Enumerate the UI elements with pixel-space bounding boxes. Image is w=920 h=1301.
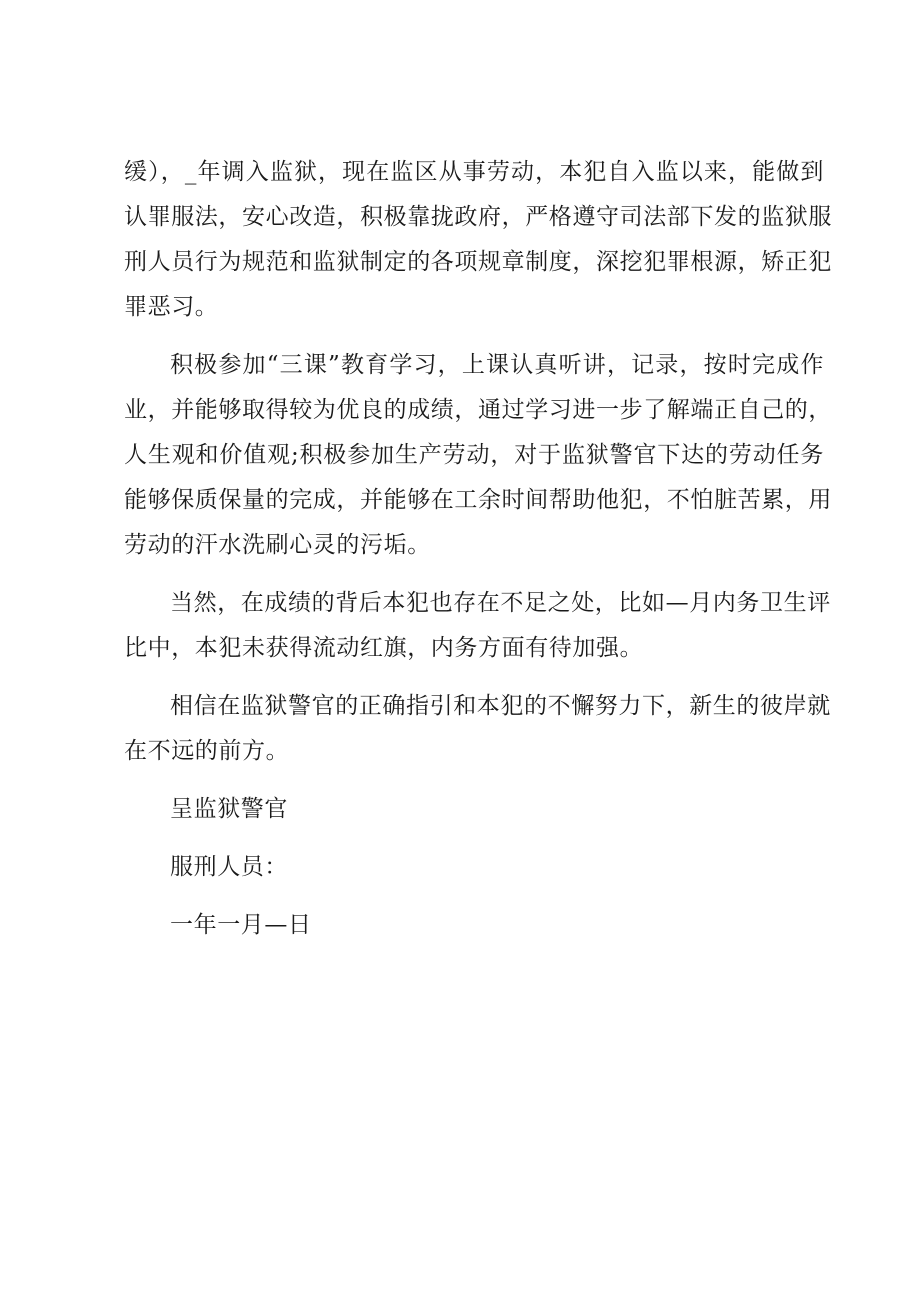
paragraph-3	[124, 581, 831, 671]
paragraph-line: 缓），_年调入监狱，现在监区从事劳动，本犯自入监以来，能做到	[124, 159, 824, 185]
paragraph-line: 认罪服法，安心改造，积极靠拢政府，严格遵守司法部下发的监狱服	[124, 204, 832, 230]
paragraph-1	[124, 150, 832, 330]
paragraph-line: 罪恶习。	[124, 294, 219, 320]
paragraph-2	[124, 343, 832, 568]
paragraph-line: 刑人员行为规范和监狱制定的各项规章制度，深挖犯罪根源，矫正犯	[124, 249, 832, 275]
closing-date: 一年一月—日	[170, 912, 312, 938]
paragraph-line: 人生观和价值观;积极参加生产劳动，对于监狱警官下达的劳动任务	[124, 442, 824, 468]
paragraph-line: 当然，在成绩的背后本犯也存在不足之处，比如—月内务卫生评	[170, 590, 831, 616]
paragraph-line: 劳动的汗水洗刷心灵的污垢。	[124, 532, 431, 558]
paragraph-line: 比中，本犯未获得流动红旗，内务方面有待加强。	[124, 635, 644, 661]
closing-signer: 服刑人员：	[170, 854, 288, 880]
paragraph-line: 积极参加“三课”教育学习，上课认真听讲，记录，按时完成作	[170, 352, 824, 378]
paragraph-line: 业，并能够取得较为优良的成绩，通过学习进一步了解端正自己的，	[124, 397, 832, 423]
paragraph-line: 在不远的前方。	[124, 738, 290, 764]
closing-recipient: 呈监狱警官	[170, 796, 288, 822]
document-body	[124, 150, 832, 961]
paragraph-line: 能够保质保量的完成，并能够在工余时间帮助他犯，不怕脏苦累，用	[124, 487, 832, 513]
paragraph-4	[124, 684, 831, 774]
paragraph-line: 相信在监狱警官的正确指引和本犯的不懈努力下，新生的彼岸就	[170, 693, 831, 719]
